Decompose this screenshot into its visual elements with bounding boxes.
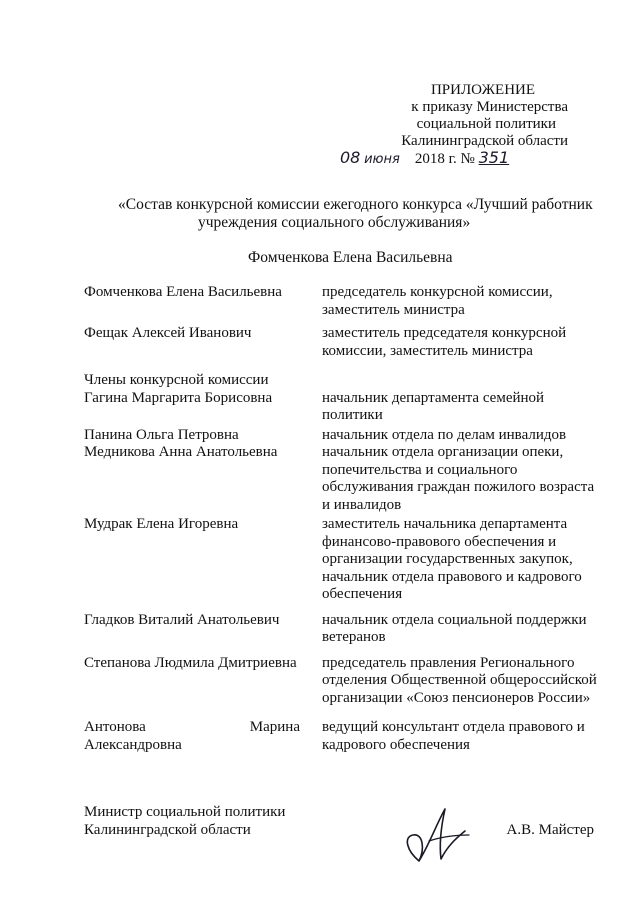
subject-line-2: учреждения социального обслуживания» xyxy=(198,214,471,231)
list-item xyxy=(84,444,604,514)
list-item xyxy=(84,427,604,445)
list-item xyxy=(84,719,604,754)
member-name: Фомченкова Елена Васильевна xyxy=(84,284,282,300)
member-name-first-line xyxy=(84,719,300,737)
order-month: июня xyxy=(364,152,400,167)
subject-line-1: «Состав конкурсной комиссии ежегодного конкурса «Лучший работник xyxy=(118,196,593,213)
member-name-block xyxy=(84,719,314,754)
list-item xyxy=(84,325,604,360)
commission-members-label: Члены конкурсной комиссии xyxy=(84,372,269,388)
member-name: Степанова Людмила Дмитриевна xyxy=(84,654,297,671)
member-name: Мудрак Елена Игоревна xyxy=(84,516,239,532)
minister-title-line-2: Калининградской области xyxy=(84,822,251,838)
list-item xyxy=(84,284,604,319)
list-item xyxy=(84,516,604,604)
member-name: Гладков Виталий Анатольевич xyxy=(84,611,280,628)
signature-block xyxy=(84,803,594,839)
member-role: начальник отдела организации опеки, попечительства и социального обслуживания граждан пожилого возраста и инвалидов xyxy=(322,444,595,513)
member-role: начальник департамента семейной политики xyxy=(322,389,545,423)
member-role: заместитель начальника департамента финансово-правового обеспечения и организации государственных закупок, начальник отдела правового и кадрового обеспечения xyxy=(322,516,582,602)
list-item xyxy=(84,612,604,647)
member-role: председатель конкурсной комиссии, заместитель министра xyxy=(322,284,553,318)
member-name: Фещак Алексей Иванович xyxy=(84,325,252,341)
order-date-line xyxy=(340,148,509,168)
list-item xyxy=(84,390,604,425)
appendix-title: ПРИЛОЖЕНИЕ xyxy=(430,82,536,98)
document-subject xyxy=(84,196,604,232)
order-day: 08 xyxy=(340,148,361,167)
order-year: 2018 г. xyxy=(414,151,457,167)
member-first-name: Марина xyxy=(249,719,300,735)
minister-title-line-1: Министр социальной политики xyxy=(84,804,286,820)
handwritten-signature xyxy=(389,801,479,871)
appendix-line-2: социальной политики xyxy=(416,116,556,132)
appendix-line-1: к приказу Министерства xyxy=(411,99,568,115)
member-name: Медникова Анна Анатольевна xyxy=(84,444,278,460)
member-name: Панина Ольга Петровна xyxy=(84,426,239,443)
order-number-sign: № xyxy=(460,151,475,167)
member-role: ведущий консультант отдела правового и кадрового обеспечения xyxy=(322,719,585,753)
appendix-line-3: Калининградской области xyxy=(401,133,568,149)
member-name: Гагина Маргарита Борисовна xyxy=(84,389,273,406)
member-surname: Антонова xyxy=(84,719,146,735)
member-role: заместитель председателя конкурсной комиссии, заместитель министра xyxy=(322,325,567,359)
appendix-block xyxy=(348,82,568,150)
chair-heading: Фомченкова Елена Васильевна xyxy=(248,249,453,266)
member-patronymic: Александровна xyxy=(84,736,182,753)
list-item xyxy=(84,655,604,708)
order-number: 351 xyxy=(478,148,510,167)
signer-name: А.В. Майстер xyxy=(506,822,594,838)
member-role: начальник отдела социальной поддержки ветеранов xyxy=(322,611,587,645)
commission-list xyxy=(84,284,604,754)
member-role: председатель правления Регионального отделения Общественной общероссийской организации «Союз пенсионеров России» xyxy=(322,654,597,706)
member-role: начальник отдела по делам инвалидов xyxy=(322,426,567,443)
